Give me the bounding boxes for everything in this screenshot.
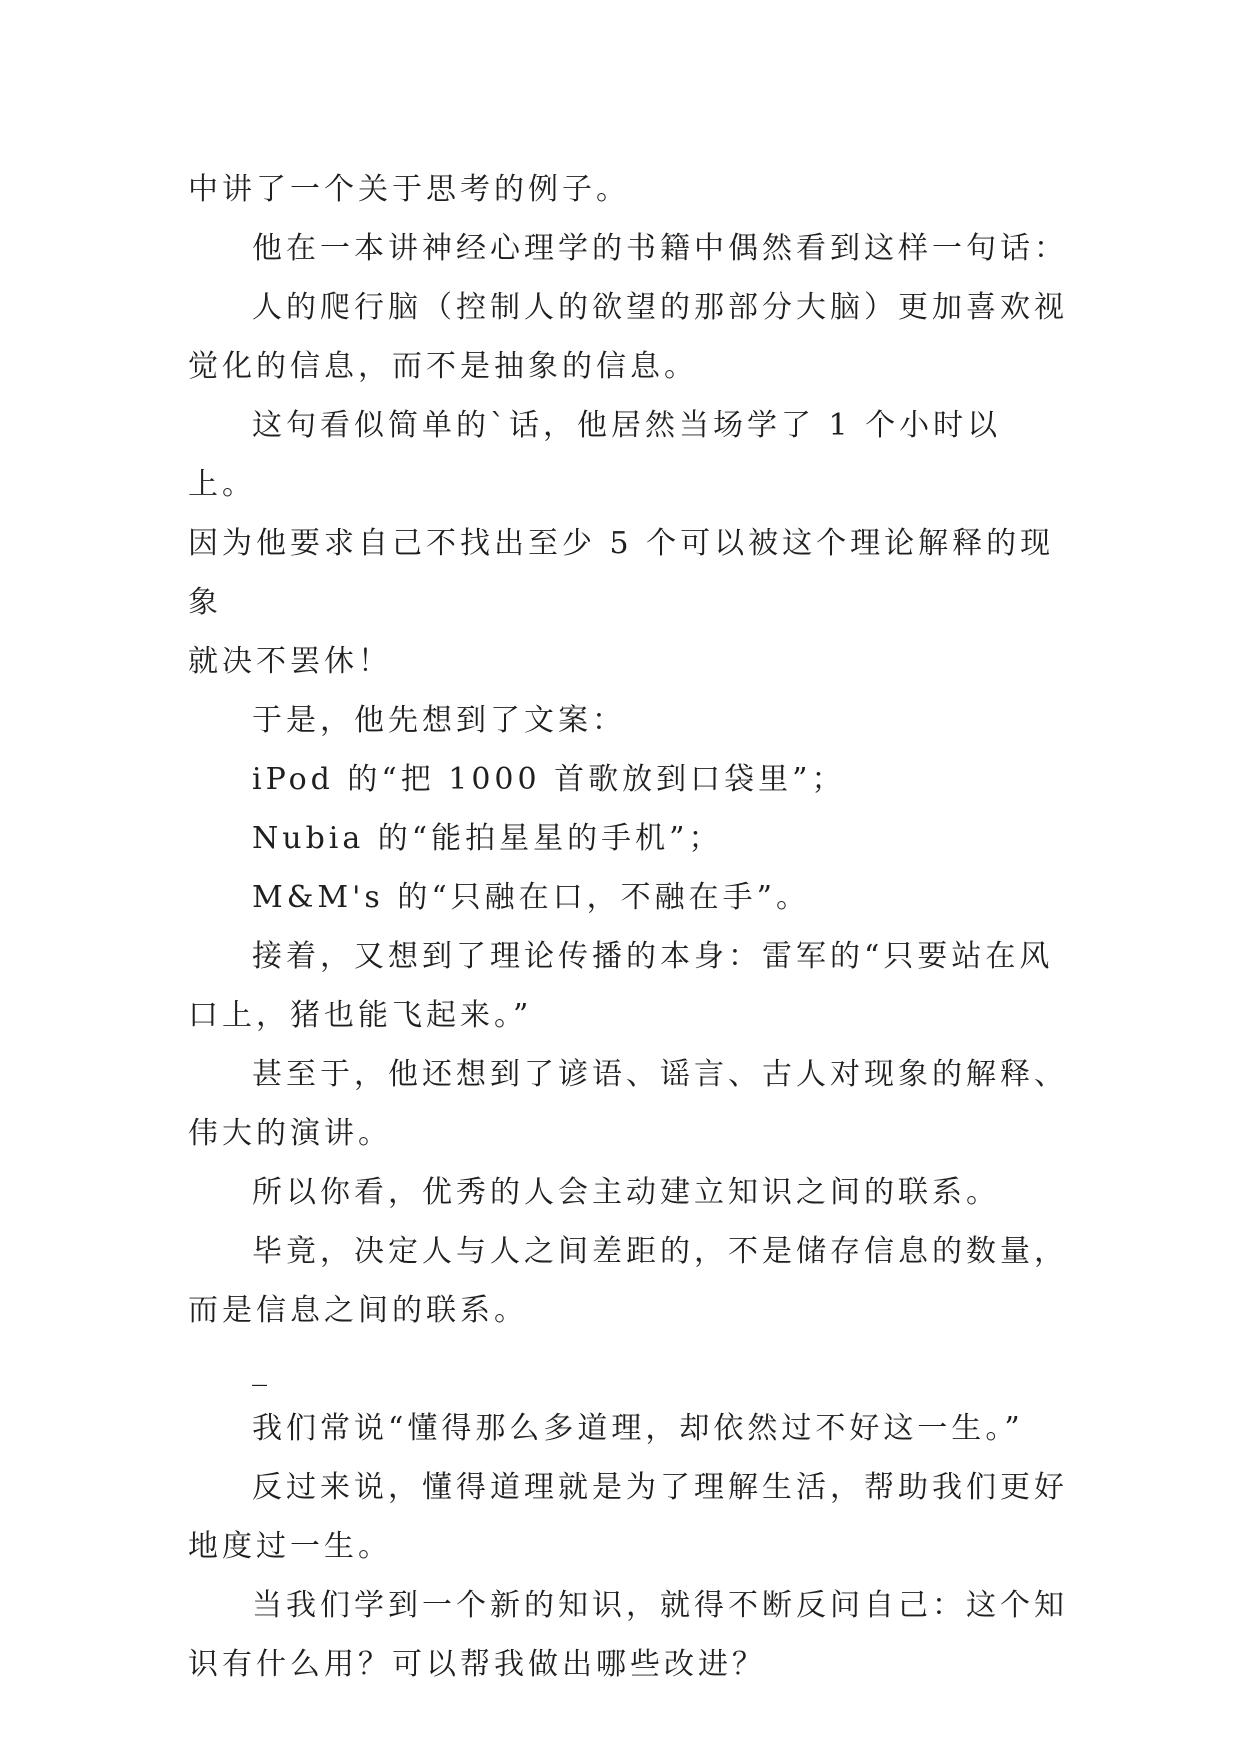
text-line: M&M's 的“只融在口，不融在手”。 [252,880,810,915]
text-line: Nubia 的“能拍星星的手机”； [252,821,723,856]
text-line: 当我们学到一个新的知识，就得不断反问自己：这个知 [252,1588,1068,1623]
text-line: 人的爬行脑（控制人的欲望的那部分大脑）更加喜欢视 [252,290,1068,325]
text-line: 毕竟，决定人与人之间差距的，不是储存信息的数量， [252,1234,1068,1269]
text-line: 中讲了一个关于思考的例子。 [188,172,630,207]
text-line: 伟大的演讲。 [188,1116,392,1151]
document-body [188,160,1068,1694]
text-line: 口上，猪也能飞起来。” [188,998,533,1033]
text-line: 我们常说“懂得那么多道理，却依然过不好这一生。” [252,1411,1024,1446]
text-line: 甚至于，他还想到了谚语、谣言、古人对现象的解释、 [252,1057,1068,1092]
text-line: 他在一本讲神经心理学的书籍中偶然看到这样一句话： [252,231,1068,266]
text-line: 这句看似简单的`话，他居然当场学了 1 个小时以上。 [188,408,1002,502]
text-line: 觉化的信息，而不是抽象的信息。 [188,349,698,384]
text-line: 因为他要求自己不找出至少 5 个可以被这个理论解释的现象 [188,526,1055,620]
text-line: 于是，他先想到了文案： [252,703,626,738]
text-line: 就决不罢休！ [188,644,392,679]
section-separator: _ [252,1352,271,1387]
text-line: 而是信息之间的联系。 [188,1293,528,1328]
text-line: 识有什么用？可以帮我做出哪些改进？ [188,1647,766,1682]
text-line: iPod 的“把 1000 首歌放到口袋里”； [252,762,846,797]
text-line: 反过来说，懂得道理就是为了理解生活，帮助我们更好 [252,1470,1068,1505]
text-line: 接着，又想到了理论传播的本身：雷军的“只要站在风 [252,939,1054,974]
text-line: 所以你看，优秀的人会主动建立知识之间的联系。 [252,1175,1000,1210]
text-line: 地度过一生。 [188,1529,392,1564]
